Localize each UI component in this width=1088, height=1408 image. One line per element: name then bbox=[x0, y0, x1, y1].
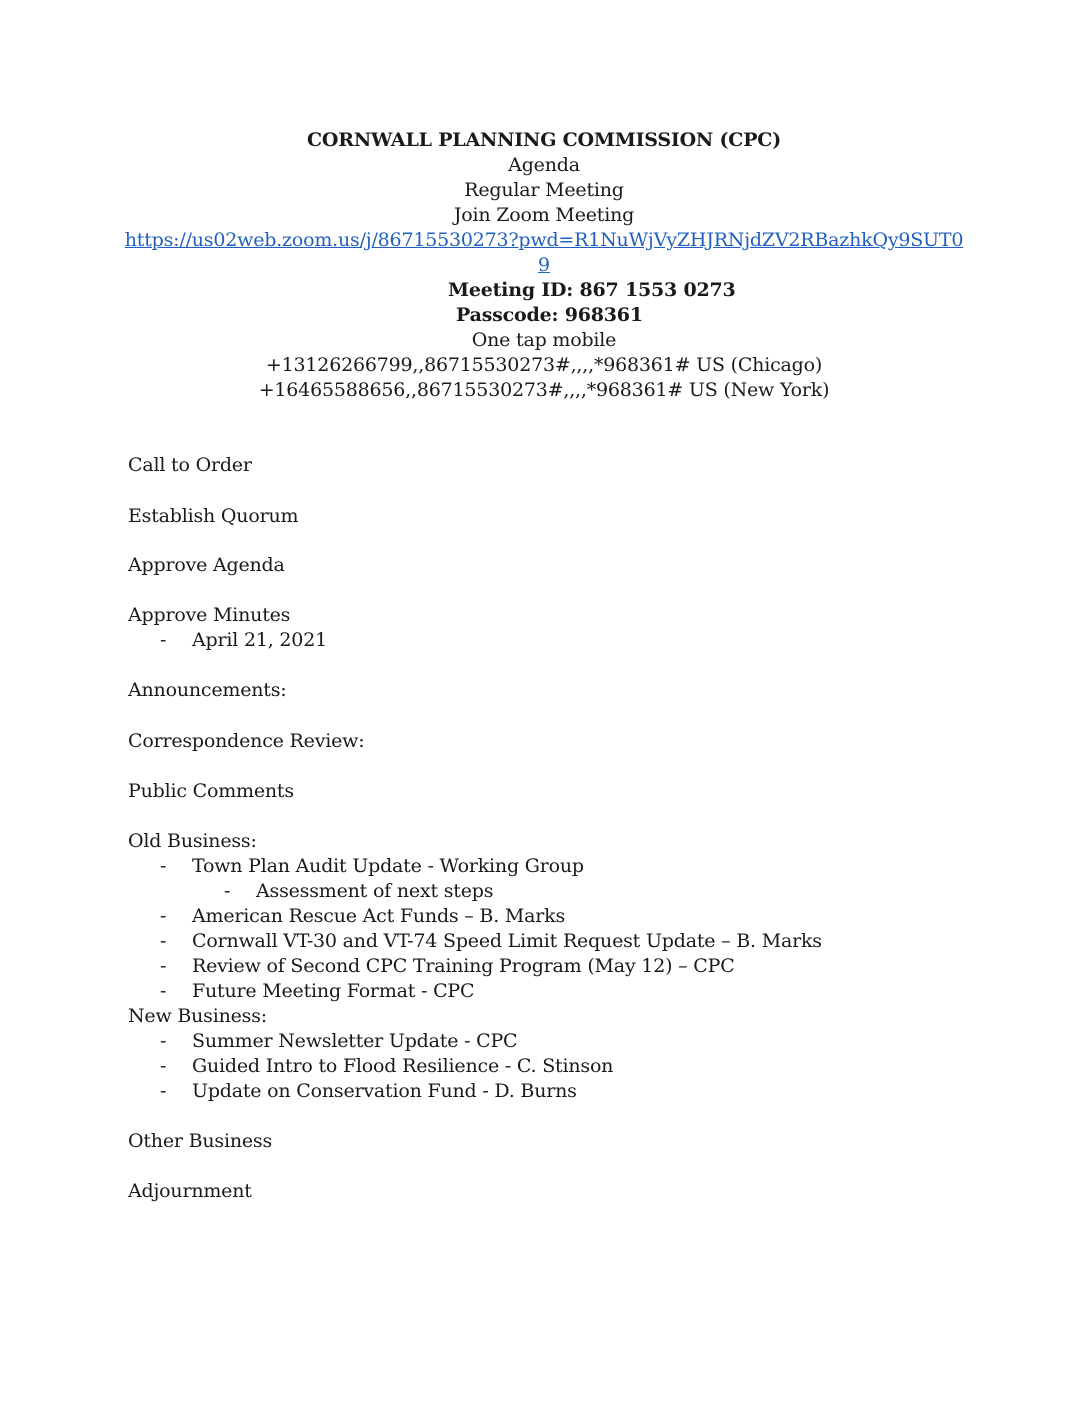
new-business-item: Summer Newsletter Update - CPC bbox=[192, 1030, 518, 1052]
bullet-dash: - bbox=[160, 905, 167, 927]
passcode: Passcode: 968361 bbox=[456, 304, 643, 326]
agenda-establish-quorum: Establish Quorum bbox=[128, 505, 299, 527]
old-business-item: Town Plan Audit Update - Working Group bbox=[192, 855, 584, 877]
zoom-link-continuation[interactable]: 9 bbox=[538, 254, 550, 276]
document-subtitle: Agenda bbox=[508, 154, 580, 176]
bullet-dash: - bbox=[160, 930, 167, 952]
agenda-correspondence: Correspondence Review: bbox=[128, 730, 365, 752]
agenda-announcements: Announcements: bbox=[128, 679, 287, 701]
agenda-new-business: New Business: bbox=[128, 1005, 267, 1027]
phone-newyork: +16465588656,,86715530273#,,,,*968361# US (New York) bbox=[258, 379, 830, 401]
bullet-dash: - bbox=[160, 1080, 167, 1102]
bullet-dash: - bbox=[224, 880, 231, 902]
old-business-item: Review of Second CPC Training Program (May 12) – CPC bbox=[192, 955, 735, 977]
agenda-approve-minutes: Approve Minutes bbox=[128, 604, 291, 626]
document-title: CORNWALL PLANNING COMMISSION (CPC) bbox=[306, 129, 782, 151]
old-business-item: Cornwall VT-30 and VT-74 Speed Limit Request Update – B. Marks bbox=[192, 930, 822, 952]
old-business-item: Future Meeting Format - CPC bbox=[192, 980, 475, 1002]
new-business-item: Guided Intro to Flood Resilience - C. Stinson bbox=[192, 1055, 614, 1077]
agenda-old-business: Old Business: bbox=[128, 830, 257, 852]
minutes-item: April 21, 2021 bbox=[192, 629, 327, 651]
meeting-type: Regular Meeting bbox=[464, 179, 624, 201]
bullet-dash: - bbox=[160, 955, 167, 977]
join-zoom-label: Join Zoom Meeting bbox=[453, 204, 635, 226]
agenda-other-business: Other Business bbox=[128, 1130, 273, 1152]
zoom-link[interactable]: https://us02web.zoom.us/j/86715530273?pwd=R1NuWjVyZHJRNjdZV2RBazhkQy9SUT0 bbox=[124, 229, 964, 251]
bullet-dash: - bbox=[160, 1030, 167, 1052]
old-business-subitem: Assessment of next steps bbox=[256, 880, 494, 902]
old-business-item: American Rescue Act Funds – B. Marks bbox=[192, 905, 566, 927]
bullet-dash: - bbox=[160, 855, 167, 877]
phone-chicago: +13126266799,,86715530273#,,,,*968361# US (Chicago) bbox=[265, 354, 823, 376]
agenda-adjournment: Adjournment bbox=[128, 1180, 252, 1202]
meeting-id: Meeting ID: 867 1553 0273 bbox=[448, 279, 736, 301]
bullet-dash: - bbox=[160, 629, 167, 651]
bullet-dash: - bbox=[160, 1055, 167, 1077]
agenda-call-to-order: Call to Order bbox=[128, 454, 252, 476]
agenda-public-comments: Public Comments bbox=[128, 780, 294, 802]
new-business-item: Update on Conservation Fund - D. Burns bbox=[192, 1080, 577, 1102]
bullet-dash: - bbox=[160, 980, 167, 1002]
one-tap-label: One tap mobile bbox=[471, 329, 617, 351]
agenda-approve-agenda: Approve Agenda bbox=[128, 554, 285, 576]
